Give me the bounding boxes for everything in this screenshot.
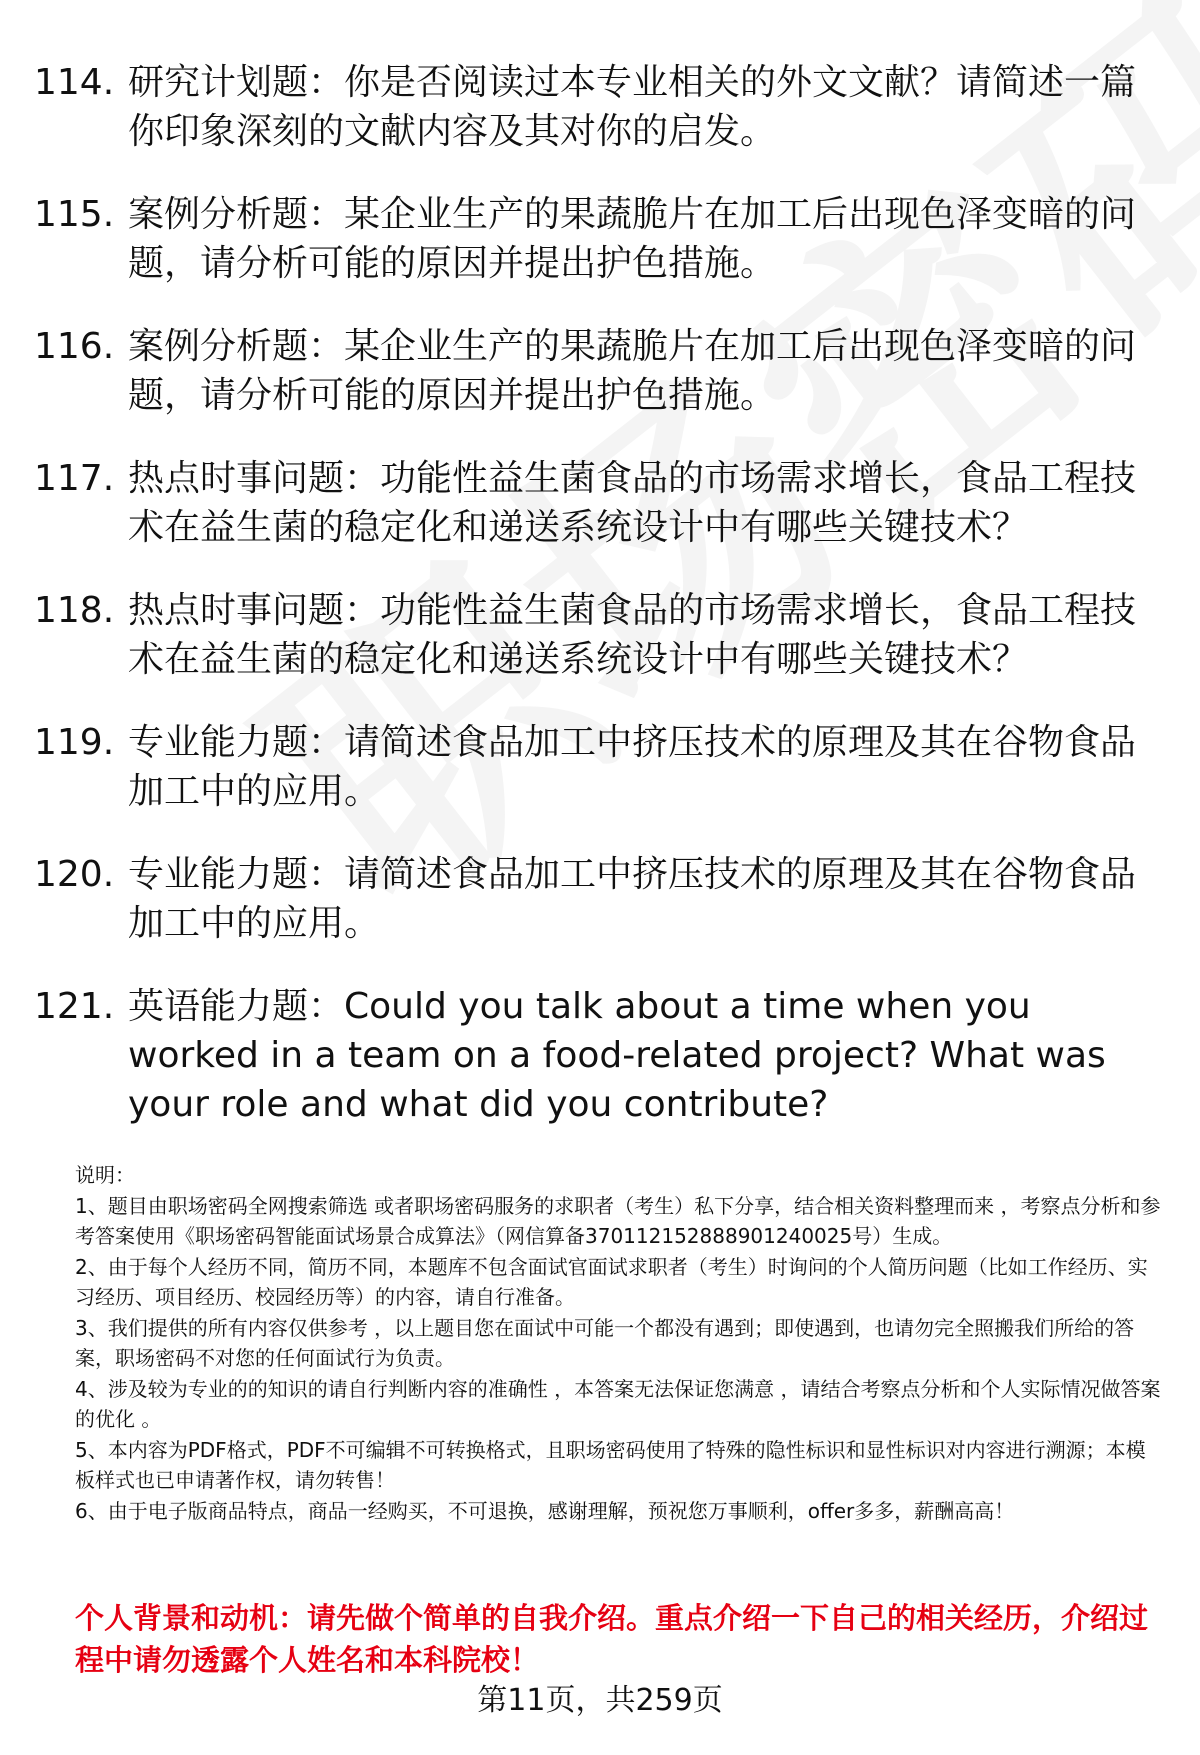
question-text: 研究计划题：你是否阅读过本专业相关的外文文献？请简述一篇你印象深刻的文献内容及其对你的启发。 — [128, 62, 1137, 152]
notes-title: 说明： — [75, 1163, 135, 1187]
note-item: 3、我们提供的所有内容仅供参考 ，以上题目您在面试中可能一个都没有遇到；即使遇到，也请勿完全照搬我们所给的答案，职场密码不对您的任何面试行为负责。 — [75, 1315, 1135, 1370]
question-item — [34, 586, 1164, 684]
question-list — [34, 58, 1164, 1163]
question-text: 案例分析题：某企业生产的果蔬脆片在加工后出现色泽变暗的问题，请分析可能的原因并提出护色措施。 — [128, 326, 1137, 416]
question-item — [34, 58, 1164, 156]
note-item: 4、涉及较为专业的的知识的请自行判断内容的准确性 ，本答案无法保证您满意 ，请结合考察点分析和个人实际情况做答案的优化 。 — [75, 1376, 1161, 1431]
question-item — [34, 454, 1164, 552]
note-item: 2、由于每个人经历不同，简历不同，本题库不包含面试官面试求职者（考生）时询问的个人简历问题（比如工作经历、实习经历、项目经历、校园经历等）的内容，请自行准备。 — [75, 1254, 1148, 1309]
question-text: 案例分析题：某企业生产的果蔬脆片在加工后出现色泽变暗的问题，请分析可能的原因并提出护色措施。 — [128, 194, 1137, 284]
page-footer: 第11页，共259页 — [477, 1683, 723, 1718]
highlight-question: 个人背景和动机：请先做个简单的自我介绍。重点介绍一下自己的相关经历，介绍过程中请勿透露个人姓名和本科院校！ — [75, 1601, 1149, 1677]
question-item — [34, 190, 1164, 288]
question-text: 英语能力题：Could you talk about a time when you worked in a team on a food-related project? What was your role and what did you contribute? — [128, 986, 1106, 1125]
question-item — [34, 850, 1164, 948]
question-number: 116. — [34, 326, 115, 367]
note-item: 1、题目由职场密码全网搜索筛选 或者职场密码服务的求职者（考生）私下分享，结合相关资料整理而来 ，考察点分析和参考答案使用《职场密码智能面试场景合成算法》（网信算备370112152888901240025号）生成。 — [75, 1193, 1161, 1248]
question-item — [34, 322, 1164, 420]
question-item — [34, 718, 1164, 816]
question-text: 专业能力题：请简述食品加工中挤压技术的原理及其在谷物食品加工中的应用。 — [128, 854, 1137, 944]
question-number: 118. — [34, 590, 115, 631]
question-item — [34, 982, 1164, 1129]
note-item: 5、本内容为PDF格式，PDF不可编辑不可转换格式，且职场密码使用了特殊的隐性标识和显性标识对内容进行溯源；本模板样式也已申请著作权，请勿转售！ — [75, 1437, 1146, 1492]
question-number: 115. — [34, 194, 115, 235]
question-text: 热点时事问题：功能性益生菌食品的市场需求增长，食品工程技术在益生菌的稳定化和递送系统设计中有哪些关键技术？ — [128, 458, 1137, 548]
question-number: 119. — [34, 722, 115, 763]
question-text: 热点时事问题：功能性益生菌食品的市场需求增长，食品工程技术在益生菌的稳定化和递送系统设计中有哪些关键技术？ — [128, 590, 1137, 680]
notes-section — [75, 1160, 1165, 1526]
question-text: 专业能力题：请简述食品加工中挤压技术的原理及其在谷物食品加工中的应用。 — [128, 722, 1137, 812]
note-item: 6、由于电子版商品特点，商品一经购买，不可退换，感谢理解，预祝您万事顺利，offer多多，薪酬高高！ — [75, 1498, 1015, 1523]
question-number: 114. — [34, 62, 115, 103]
question-number: 117. — [34, 458, 115, 499]
question-number: 120. — [34, 854, 115, 895]
question-number: 121. — [34, 986, 115, 1027]
